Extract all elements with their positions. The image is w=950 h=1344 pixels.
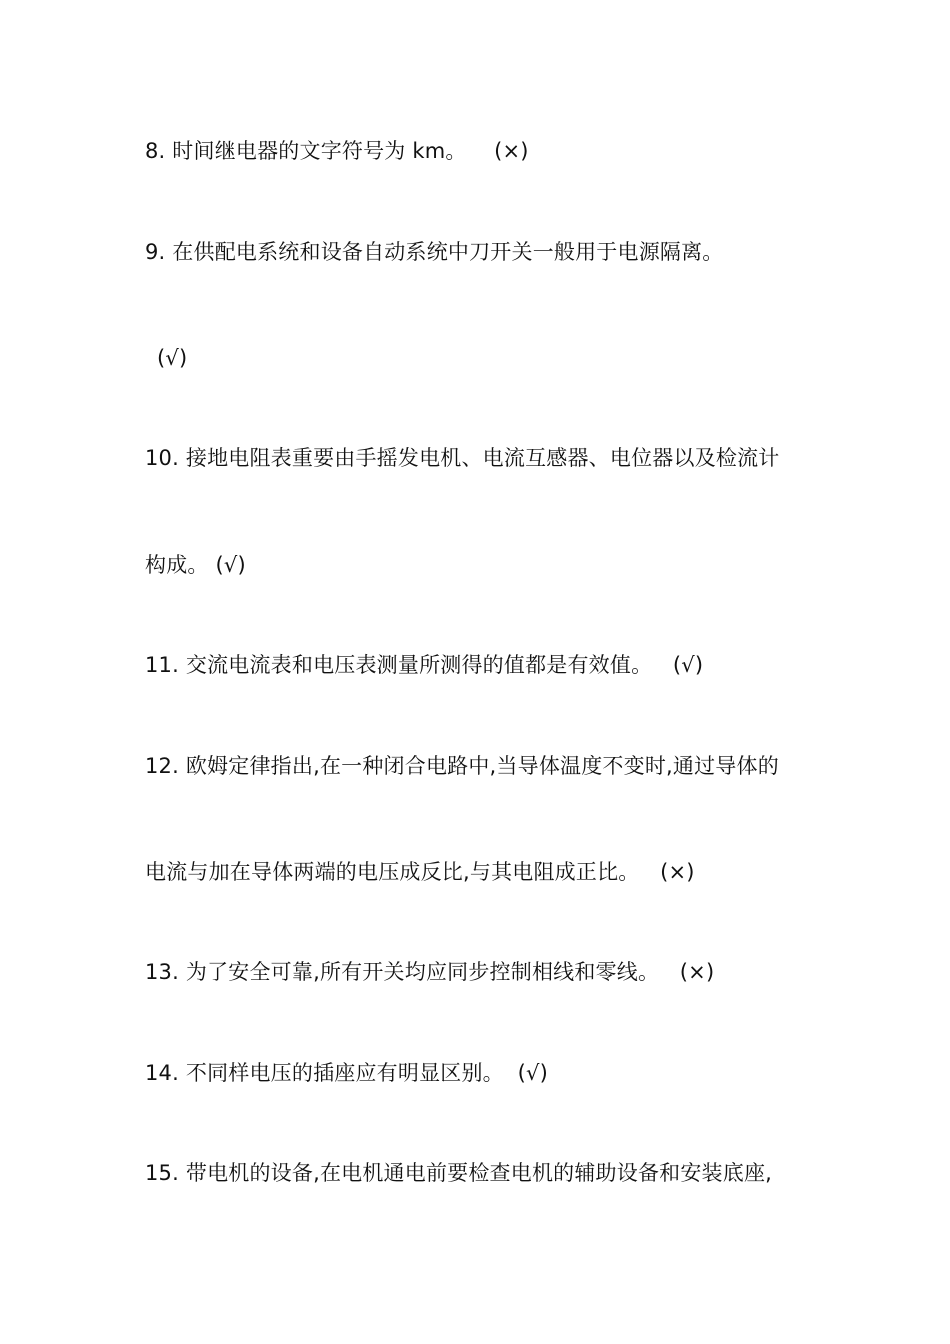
question-14: 14. 不同样电压的插座应有明显区别。 (√) [145, 1061, 548, 1085]
question-13: 13. 为了安全可靠,所有开关均应同步控制相线和零线。 (×) [145, 960, 715, 984]
question-8: 8. 时间继电器的文字符号为 km。 (×) [145, 139, 529, 163]
question-10: 10. 接地电阻表重要由手摇发电机、电流互感器、电位器以及检流计 [145, 446, 780, 470]
question-10-continuation: 构成。 (√) [145, 553, 246, 577]
question-12: 12. 欧姆定律指出,在一种闭合电路中,当导体温度不变时,通过导体的 [145, 754, 779, 778]
question-15: 15. 带电机的设备,在电机通电前要检查电机的辅助设备和安装底座, [145, 1161, 773, 1185]
question-11: 11. 交流电流表和电压表测量所测得的值都是有效值。 (√) [145, 653, 704, 677]
question-12-continuation: 电流与加在导体两端的电压成反比,与其电阻成正比。 (×) [145, 860, 695, 884]
question-9: 9. 在供配电系统和设备自动系统中刀开关一般用于电源隔离。 [145, 240, 724, 264]
question-9-answer: (√) [157, 346, 188, 370]
